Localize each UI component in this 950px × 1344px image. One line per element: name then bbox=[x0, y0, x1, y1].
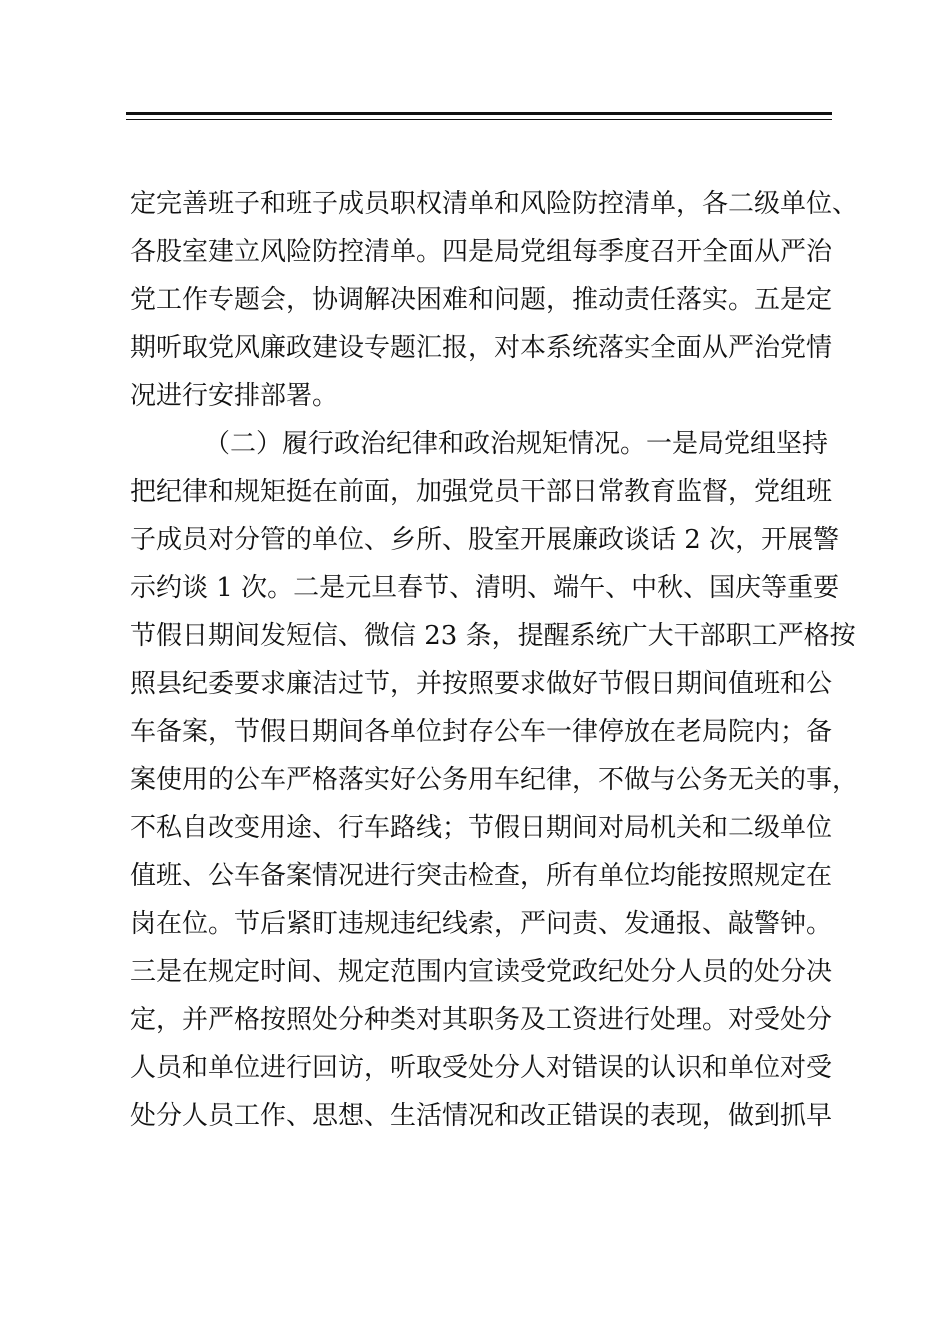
text-line: 定完善班子和班子成员职权清单和风险防控清单，各二级单位、 bbox=[130, 189, 859, 219]
text-line: 示约谈 1 次。二是元旦春节、清明、端午、中秋、国庆等重要 bbox=[130, 573, 840, 603]
text-line: 处分人员工作、思想、生活情况和改正错误的表现，做到抓早 bbox=[130, 1101, 833, 1131]
text-line: 期听取党风廉政建设专题汇报，对本系统落实全面从严治党情 bbox=[130, 333, 833, 363]
text-line: 人员和单位进行回访，听取受处分人对错误的认识和单位对受 bbox=[130, 1053, 833, 1083]
text-line: 各股室建立风险防控清单。四是局党组每季度召开全面从严治 bbox=[130, 237, 833, 267]
header-rule-thin bbox=[126, 119, 832, 120]
text-line: 值班、公车备案情况进行突击检查，所有单位均能按照规定在 bbox=[130, 861, 833, 891]
text-line: 子成员对分管的单位、乡所、股室开展廉政谈话 2 次，开展警 bbox=[130, 525, 840, 555]
section-heading-line: （二）履行政治纪律和政治规矩情况。一是局党组坚持 bbox=[204, 429, 829, 459]
text-line: 节假日期间发短信、微信 23 条，提醒系统广大干部职工严格按 bbox=[130, 621, 856, 651]
text-line: 岗在位。节后紧盯违规违纪线索，严问责、发通报、敲警钟。 bbox=[130, 909, 833, 939]
document-body bbox=[130, 180, 859, 1140]
text-line: 不私自改变用途、行车路线；节假日期间对局机关和二级单位 bbox=[130, 813, 833, 843]
text-line: 车备案，节假日期间各单位封存公车一律停放在老局院内；备 bbox=[130, 717, 833, 747]
text-line: 把纪律和规矩挺在前面，加强党员干部日常教育监督，党组班 bbox=[130, 477, 833, 507]
text-line: 案使用的公车严格落实好公务用车纪律，不做与公务无关的事， bbox=[130, 765, 859, 795]
text-line: 党工作专题会，协调解决困难和问题，推动责任落实。五是定 bbox=[130, 285, 833, 315]
text-line: 况进行安排部署。 bbox=[130, 381, 339, 411]
text-line: 照县纪委要求廉洁过节，并按照要求做好节假日期间值班和公 bbox=[130, 669, 833, 699]
text-line: 三是在规定时间、规定范围内宣读受党政纪处分人员的处分决 bbox=[130, 957, 833, 987]
text-line: 定，并严格按照处分种类对其职务及工资进行处理。对受处分 bbox=[130, 1005, 833, 1035]
header-rule-thick bbox=[126, 112, 832, 115]
